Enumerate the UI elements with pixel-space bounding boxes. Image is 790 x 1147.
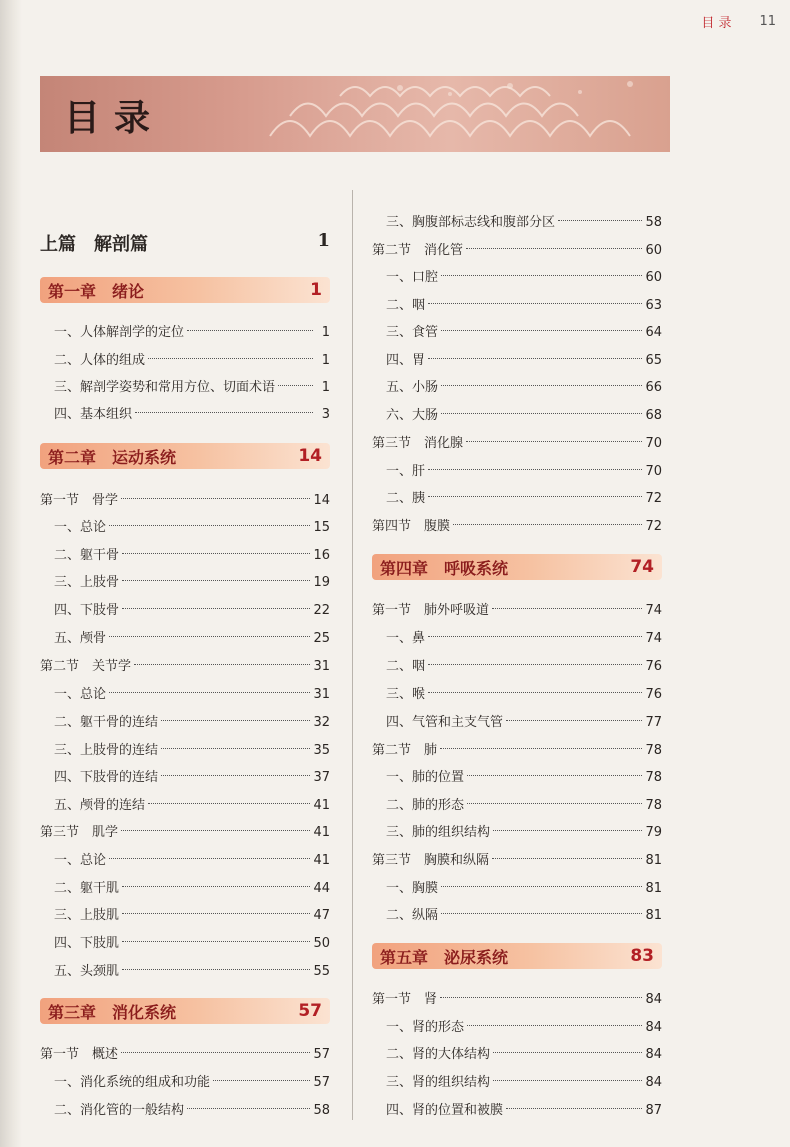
toc-entry-page: 1 <box>321 353 330 368</box>
dot-leader <box>109 692 310 693</box>
chapter-heading[interactable] <box>372 554 662 580</box>
toc-entry-label: 六、大肠 <box>386 408 439 423</box>
dot-leader <box>428 664 642 665</box>
toc-entry[interactable] <box>372 766 662 785</box>
toc-entry[interactable] <box>372 877 662 896</box>
dot-leader <box>466 248 642 249</box>
running-head <box>701 12 776 31</box>
toc-entry-page: 60 <box>645 243 662 258</box>
toc-section[interactable] <box>40 489 330 508</box>
toc-entry[interactable] <box>40 349 330 368</box>
toc-entry-label: 一、肾的形态 <box>386 1020 465 1035</box>
contents-banner <box>40 76 670 152</box>
toc-entry-page: 25 <box>313 631 330 646</box>
dot-leader <box>428 636 642 637</box>
chapter-label: 第二章 运动系统 <box>48 447 177 467</box>
chapter-heading[interactable] <box>40 998 330 1024</box>
toc-entry-label: 第一节 肺外呼吸道 <box>372 603 490 618</box>
toc-entry-label: 二、人体的组成 <box>54 353 146 368</box>
toc-entry-label: 五、颅骨的连结 <box>54 798 146 813</box>
toc-entry[interactable] <box>372 1016 662 1035</box>
toc-entry[interactable] <box>40 627 330 646</box>
toc-entry-label: 三、解剖学姿势和常用方位、切面术语 <box>54 380 276 395</box>
dot-leader <box>428 358 642 359</box>
toc-entry-label: 一、鼻 <box>386 631 426 646</box>
toc-entry-page: 32 <box>313 715 330 730</box>
toc-entry[interactable] <box>372 376 662 395</box>
toc-section[interactable] <box>372 432 662 451</box>
toc-section[interactable] <box>372 988 662 1007</box>
toc-entry-page: 47 <box>313 908 330 923</box>
dot-leader <box>467 775 642 776</box>
chapter-label: 第五章 泌尿系统 <box>380 947 509 967</box>
chapter-heading[interactable] <box>40 277 330 303</box>
toc-entry-page: 63 <box>645 298 662 313</box>
toc-entry-label: 第一节 概述 <box>40 1047 119 1062</box>
toc-entry-label: 一、口腔 <box>386 270 439 285</box>
toc-entry-label: 第二节 关节学 <box>40 659 132 674</box>
toc-entry-page: 41 <box>313 825 330 840</box>
toc-entry[interactable] <box>372 211 662 230</box>
toc-entry-label: 第四节 腹膜 <box>372 519 451 534</box>
toc-entry-page: 3 <box>321 407 330 422</box>
toc-entry-page: 78 <box>645 798 662 813</box>
dot-leader <box>187 1108 310 1109</box>
toc-entry-label: 二、消化管的一般结构 <box>54 1103 185 1118</box>
toc-entry-label: 三、上肢骨的连结 <box>54 743 159 758</box>
toc-entry-label: 第一节 肾 <box>372 992 438 1007</box>
toc-entry[interactable] <box>40 711 330 730</box>
dot-leader <box>122 580 310 581</box>
toc-entry-page: 57 <box>313 1075 330 1090</box>
toc-entry[interactable] <box>372 266 662 285</box>
toc-entry-page: 41 <box>313 798 330 813</box>
dot-leader <box>161 775 310 776</box>
toc-entry-label: 五、颅骨 <box>54 631 107 646</box>
toc-entry-page: 72 <box>645 491 662 506</box>
toc-entry-label: 一、胸膜 <box>386 881 439 896</box>
dot-leader <box>440 997 642 998</box>
dot-leader <box>441 913 642 914</box>
toc-section[interactable] <box>40 655 330 674</box>
toc-entry-label: 第二节 消化管 <box>372 243 464 258</box>
toc-entry[interactable] <box>372 821 662 840</box>
toc-entry-page: 76 <box>645 659 662 674</box>
toc-entry[interactable] <box>40 403 330 422</box>
running-head-label: 目 录 <box>701 16 732 31</box>
toc-entry[interactable] <box>40 1071 330 1090</box>
dot-leader <box>558 220 642 221</box>
toc-entry-label: 二、肾的大体结构 <box>386 1047 491 1062</box>
toc-entry-page: 14 <box>313 493 330 508</box>
dot-leader <box>187 330 313 331</box>
toc-entry-label: 四、下肢骨的连结 <box>54 770 159 785</box>
toc-entry-page: 15 <box>313 520 330 535</box>
toc-entry-page: 87 <box>645 1103 662 1118</box>
toc-entry-page: 60 <box>645 270 662 285</box>
dot-leader <box>161 720 310 721</box>
toc-entry[interactable] <box>40 932 330 951</box>
dot-leader <box>122 969 310 970</box>
chapter-page: 57 <box>298 1001 322 1021</box>
toc-entry-page: 44 <box>313 881 330 896</box>
toc-section[interactable] <box>40 1043 330 1062</box>
toc-entry-page: 58 <box>645 215 662 230</box>
dot-leader <box>109 636 310 637</box>
toc-entry-label: 二、胰 <box>386 491 426 506</box>
toc-entry-page: 74 <box>645 603 662 618</box>
toc-entry-label: 一、肝 <box>386 464 426 479</box>
dot-leader <box>428 303 642 304</box>
toc-entry-page: 77 <box>645 715 662 730</box>
dot-leader <box>441 385 642 386</box>
toc-entry-page: 22 <box>313 603 330 618</box>
dot-leader <box>466 441 642 442</box>
dot-leader <box>441 330 642 331</box>
toc-entry-page: 37 <box>313 770 330 785</box>
dot-leader <box>441 275 642 276</box>
toc-entry-page: 57 <box>313 1047 330 1062</box>
toc-entry-label: 一、总论 <box>54 520 107 535</box>
dot-leader <box>121 1052 310 1053</box>
dot-leader <box>428 692 642 693</box>
toc-entry-label: 二、躯干肌 <box>54 881 120 896</box>
toc-entry-page: 84 <box>645 1075 662 1090</box>
toc-entry-label: 三、上肢骨 <box>54 575 120 590</box>
toc-entry-page: 76 <box>645 687 662 702</box>
dot-leader <box>134 664 310 665</box>
dot-leader <box>122 941 310 942</box>
dot-leader <box>428 496 642 497</box>
part-page: 1 <box>317 230 330 251</box>
toc-entry-label: 四、下肢肌 <box>54 936 120 951</box>
toc-entry[interactable] <box>372 711 662 730</box>
toc-entry-page: 78 <box>645 770 662 785</box>
dot-leader <box>213 1080 310 1081</box>
toc-entry-page: 31 <box>313 687 330 702</box>
toc-entry-page: 19 <box>313 575 330 590</box>
dot-leader <box>148 803 310 804</box>
page-title: 目录 <box>64 97 165 139</box>
toc-entry[interactable] <box>372 294 662 313</box>
toc-entry-page: 35 <box>313 743 330 758</box>
chapter-label: 第四章 呼吸系统 <box>380 558 509 578</box>
dot-leader <box>109 525 310 526</box>
toc-entry[interactable] <box>40 849 330 868</box>
toc-entry-label: 第一节 骨学 <box>40 493 119 508</box>
part-label: 上篇 解剖篇 <box>40 234 148 255</box>
toc-entry[interactable] <box>40 960 330 979</box>
toc-entry-label: 一、总论 <box>54 853 107 868</box>
toc-entry[interactable] <box>372 794 662 813</box>
toc-entry-label: 第三节 消化腺 <box>372 436 464 451</box>
toc-entry-page: 31 <box>313 659 330 674</box>
toc-entry-label: 三、食管 <box>386 325 439 340</box>
toc-entry-page: 1 <box>321 325 330 340</box>
dot-leader <box>122 553 310 554</box>
dot-leader <box>440 748 642 749</box>
toc-entry[interactable] <box>40 321 330 340</box>
dot-leader <box>493 1080 642 1081</box>
toc-entry-label: 第三节 胸膜和纵隔 <box>372 853 490 868</box>
toc-entry-label: 五、头颈肌 <box>54 964 120 979</box>
toc-entry-page: 78 <box>645 743 662 758</box>
toc-section[interactable] <box>40 821 330 840</box>
dot-leader <box>148 358 313 359</box>
toc-entry-label: 四、基本组织 <box>54 407 133 422</box>
toc-entry-page: 84 <box>645 1047 662 1062</box>
toc-entry-page: 81 <box>645 881 662 896</box>
toc-entry[interactable] <box>372 404 662 423</box>
toc-entry-label: 三、上肢肌 <box>54 908 120 923</box>
toc-entry-label: 第三节 肌学 <box>40 825 119 840</box>
toc-entry[interactable] <box>40 571 330 590</box>
toc-entry-label: 四、下肢骨 <box>54 603 120 618</box>
toc-entry-label: 三、喉 <box>386 687 426 702</box>
dot-leader <box>109 858 310 859</box>
dot-leader <box>441 413 642 414</box>
toc-entry[interactable] <box>40 794 330 813</box>
dot-leader <box>122 886 310 887</box>
toc-entry-page: 72 <box>645 519 662 534</box>
toc-entry-page: 79 <box>645 825 662 840</box>
toc-entry[interactable] <box>40 877 330 896</box>
toc-entry[interactable] <box>372 460 662 479</box>
toc-entry-label: 二、躯干骨的连结 <box>54 715 159 730</box>
toc-entry[interactable] <box>372 321 662 340</box>
toc-entry-page: 70 <box>645 464 662 479</box>
toc-entry-label: 一、消化系统的组成和功能 <box>54 1075 211 1090</box>
toc-entry-page: 1 <box>321 380 330 395</box>
toc-entry-page: 84 <box>645 992 662 1007</box>
part-heading[interactable] <box>40 230 330 256</box>
toc-entry-label: 四、气管和主支气管 <box>386 715 504 730</box>
toc-entry-page: 50 <box>313 936 330 951</box>
toc-entry-label: 二、躯干骨 <box>54 548 120 563</box>
toc-entry[interactable] <box>372 627 662 646</box>
dot-leader <box>506 720 642 721</box>
toc-entry-label: 四、肾的位置和被膜 <box>386 1103 504 1118</box>
toc-entry-page: 16 <box>313 548 330 563</box>
toc-entry[interactable] <box>372 655 662 674</box>
running-head-page: 11 <box>759 14 776 29</box>
chapter-label: 第一章 绪论 <box>48 281 145 301</box>
toc-entry-label: 二、咽 <box>386 298 426 313</box>
toc-entry[interactable] <box>40 904 330 923</box>
chapter-heading[interactable] <box>40 443 330 469</box>
dot-leader <box>467 803 642 804</box>
toc-entry[interactable] <box>372 1071 662 1090</box>
column-divider <box>352 190 353 1120</box>
dot-leader <box>467 1025 642 1026</box>
toc-entry[interactable] <box>40 739 330 758</box>
toc-entry-page: 64 <box>645 325 662 340</box>
toc-entry-page: 70 <box>645 436 662 451</box>
toc-entry[interactable] <box>372 349 662 368</box>
dot-leader <box>441 886 642 887</box>
toc-entry[interactable] <box>40 766 330 785</box>
toc-section[interactable] <box>372 849 662 868</box>
toc-entry-label: 三、肾的组织结构 <box>386 1075 491 1090</box>
toc-entry-page: 81 <box>645 908 662 923</box>
dot-leader <box>122 913 310 914</box>
toc-entry-page: 74 <box>645 631 662 646</box>
toc-section[interactable] <box>372 239 662 258</box>
chapter-label: 第三章 消化系统 <box>48 1002 177 1022</box>
dot-leader <box>121 498 310 499</box>
toc-entry-label: 三、胸腹部标志线和腹部分区 <box>386 215 556 230</box>
toc-entry-page: 55 <box>313 964 330 979</box>
toc-section[interactable] <box>372 515 662 534</box>
toc-entry-page: 81 <box>645 853 662 868</box>
toc-entry-label: 五、小肠 <box>386 380 439 395</box>
dot-leader <box>135 412 313 413</box>
toc-entry-page: 65 <box>645 353 662 368</box>
toc-entry[interactable] <box>372 1043 662 1062</box>
toc-entry[interactable] <box>372 904 662 923</box>
dot-leader <box>493 1052 642 1053</box>
toc-section[interactable] <box>372 599 662 618</box>
dot-leader <box>453 524 642 525</box>
toc-entry-label: 二、肺的形态 <box>386 798 465 813</box>
toc-entry[interactable] <box>372 683 662 702</box>
dot-leader <box>506 1108 642 1109</box>
dot-leader <box>492 608 642 609</box>
toc-entry-label: 二、咽 <box>386 659 426 674</box>
chapter-page: 83 <box>630 946 654 966</box>
toc-entry[interactable] <box>40 376 330 395</box>
toc-entry-label: 一、人体解剖学的定位 <box>54 325 185 340</box>
dot-leader <box>428 469 642 470</box>
toc-entry[interactable] <box>372 1099 662 1118</box>
toc-entry-page: 68 <box>645 408 662 423</box>
toc-entry[interactable] <box>40 599 330 618</box>
chapter-page: 74 <box>630 557 654 577</box>
toc-entry-page: 66 <box>645 380 662 395</box>
toc-entry-label: 三、肺的组织结构 <box>386 825 491 840</box>
toc-entry[interactable] <box>40 516 330 535</box>
chapter-page: 1 <box>310 280 322 300</box>
toc-entry[interactable] <box>40 1099 330 1118</box>
toc-entry-label: 第二节 肺 <box>372 743 438 758</box>
toc-entry[interactable] <box>372 487 662 506</box>
chapter-page: 14 <box>298 446 322 466</box>
dot-leader <box>121 830 310 831</box>
toc-entry-label: 四、胃 <box>386 353 426 368</box>
toc-section[interactable] <box>372 739 662 758</box>
toc-entry[interactable] <box>40 544 330 563</box>
dot-leader <box>492 858 642 859</box>
toc-entry[interactable] <box>40 683 330 702</box>
chapter-heading[interactable] <box>372 943 662 969</box>
dot-leader <box>161 748 310 749</box>
toc-entry-label: 一、肺的位置 <box>386 770 465 785</box>
toc-entry-label: 二、纵隔 <box>386 908 439 923</box>
toc-entry-page: 84 <box>645 1020 662 1035</box>
toc-entry-label: 一、总论 <box>54 687 107 702</box>
dot-leader <box>493 830 642 831</box>
toc-entry-page: 41 <box>313 853 330 868</box>
toc-entry-page: 58 <box>313 1103 330 1118</box>
dot-leader <box>278 385 313 386</box>
book-spine-shadow <box>0 0 22 1147</box>
dot-leader <box>122 608 310 609</box>
